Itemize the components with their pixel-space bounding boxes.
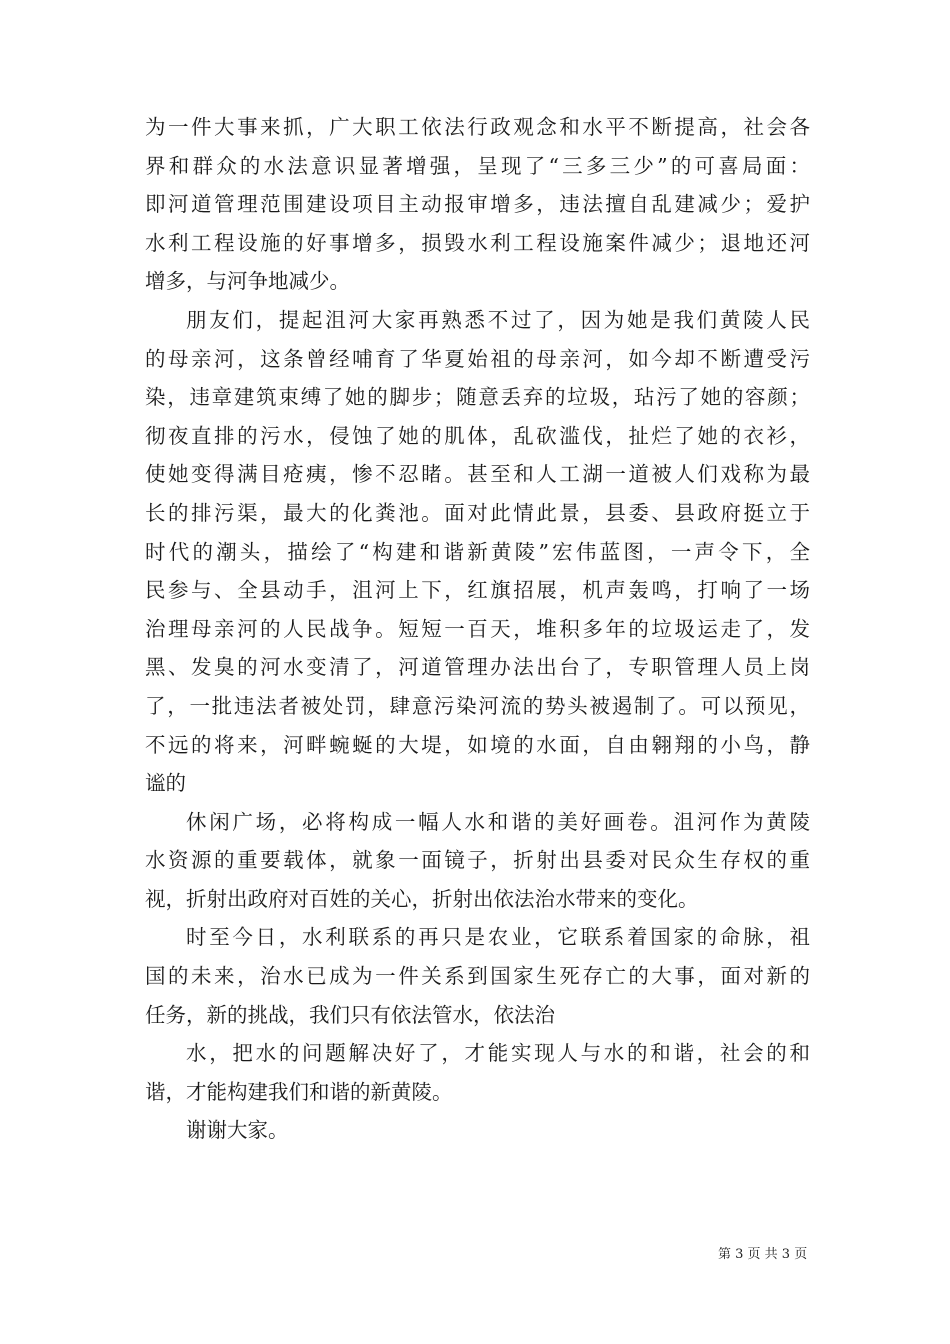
page-number: 第 3 页 共 3 页 (718, 1247, 808, 1262)
text-line: 染，违章建筑束缚了她的脚步；随意丢弃的垃圾，玷污了她的容颜； (145, 385, 810, 410)
text-line: 不远的将来，河畔蜿蜒的大堤，如境的水面，自由翱翔的小鸟，静 (145, 732, 810, 757)
text-line: 治理母亲河的人民战争。短短一百天，堆积多年的垃圾运走了，发 (145, 616, 810, 641)
text-line: 黑、发臭的河水变清了，河道管理办法出台了，专职管理人员上岗 (145, 655, 810, 680)
text-line: 使她变得满目疮痍，惨不忍睹。甚至和人工湖一道被人们戏称为最 (145, 462, 810, 487)
text-line: 时代的潮头，描绘了“构建和谐新黄陵”宏伟蓝图，一声令下，全 (145, 539, 810, 564)
text-line: 彻夜直排的污水，侵蚀了她的肌体，乱砍滥伐，扯烂了她的衣衫， (145, 423, 810, 448)
text-line: 任务，新的挑战，我们只有依法管水，依法治 (145, 1002, 555, 1027)
text-line: 休闲广场，必将构成一幅人水和谐的美好画卷。沮河作为黄陵 (186, 809, 810, 834)
text-line: 增多，与河争地减少。 (145, 269, 350, 294)
text-line: 即河道管理范围建设项目主动报审增多，违法擅自乱建减少；爱护 (145, 192, 810, 217)
text-line: 水利工程设施的好事增多，损毁水利工程设施案件减少；退地还河 (145, 230, 810, 255)
text-line: 为一件大事来抓，广大职工依法行政观念和水平不断提高，社会各 (145, 115, 810, 139)
text-line: 谧的 (145, 771, 186, 796)
text-line: 谢谢大家。 (186, 1118, 289, 1143)
text-line: 水，把水的问题解决好了，才能实现人与水的和谐，社会的和 (186, 1041, 810, 1066)
text-line: 谐，才能构建我们和谐的新黄陵。 (145, 1079, 453, 1104)
text-line: 朋友们，提起沮河大家再熟悉不过了，因为她是我们黄陵人民 (186, 307, 810, 332)
text-line: 了，一批违法者被处罚，肆意污染河流的势头被遏制了。可以预见， (145, 693, 810, 718)
text-line: 界和群众的水法意识显著增强，呈现了“三多三少”的可喜局面： (145, 153, 810, 178)
text-line: 时至今日，水利联系的再只是农业，它联系着国家的命脉，祖 (186, 925, 810, 950)
text-line: 的母亲河，这条曾经哺育了华夏始祖的母亲河，如今却不断遭受污 (145, 346, 810, 371)
text-line: 视，折射出政府对百姓的关心，折射出依法治水带来的变化。 (145, 886, 699, 911)
document-body (145, 108, 810, 1150)
text-line: 水资源的重要载体，就象一面镜子，折射出县委对民众生存权的重 (145, 848, 810, 873)
text-line: 民参与、全县动手，沮河上下，红旗招展，机声轰鸣，打响了一场 (145, 578, 810, 603)
text-line: 国的未来，治水已成为一件关系到国家生死存亡的大事，面对新的 (145, 964, 810, 989)
text-line: 长的排污渠，最大的化粪池。面对此情此景，县委、县政府挺立于 (145, 500, 810, 525)
